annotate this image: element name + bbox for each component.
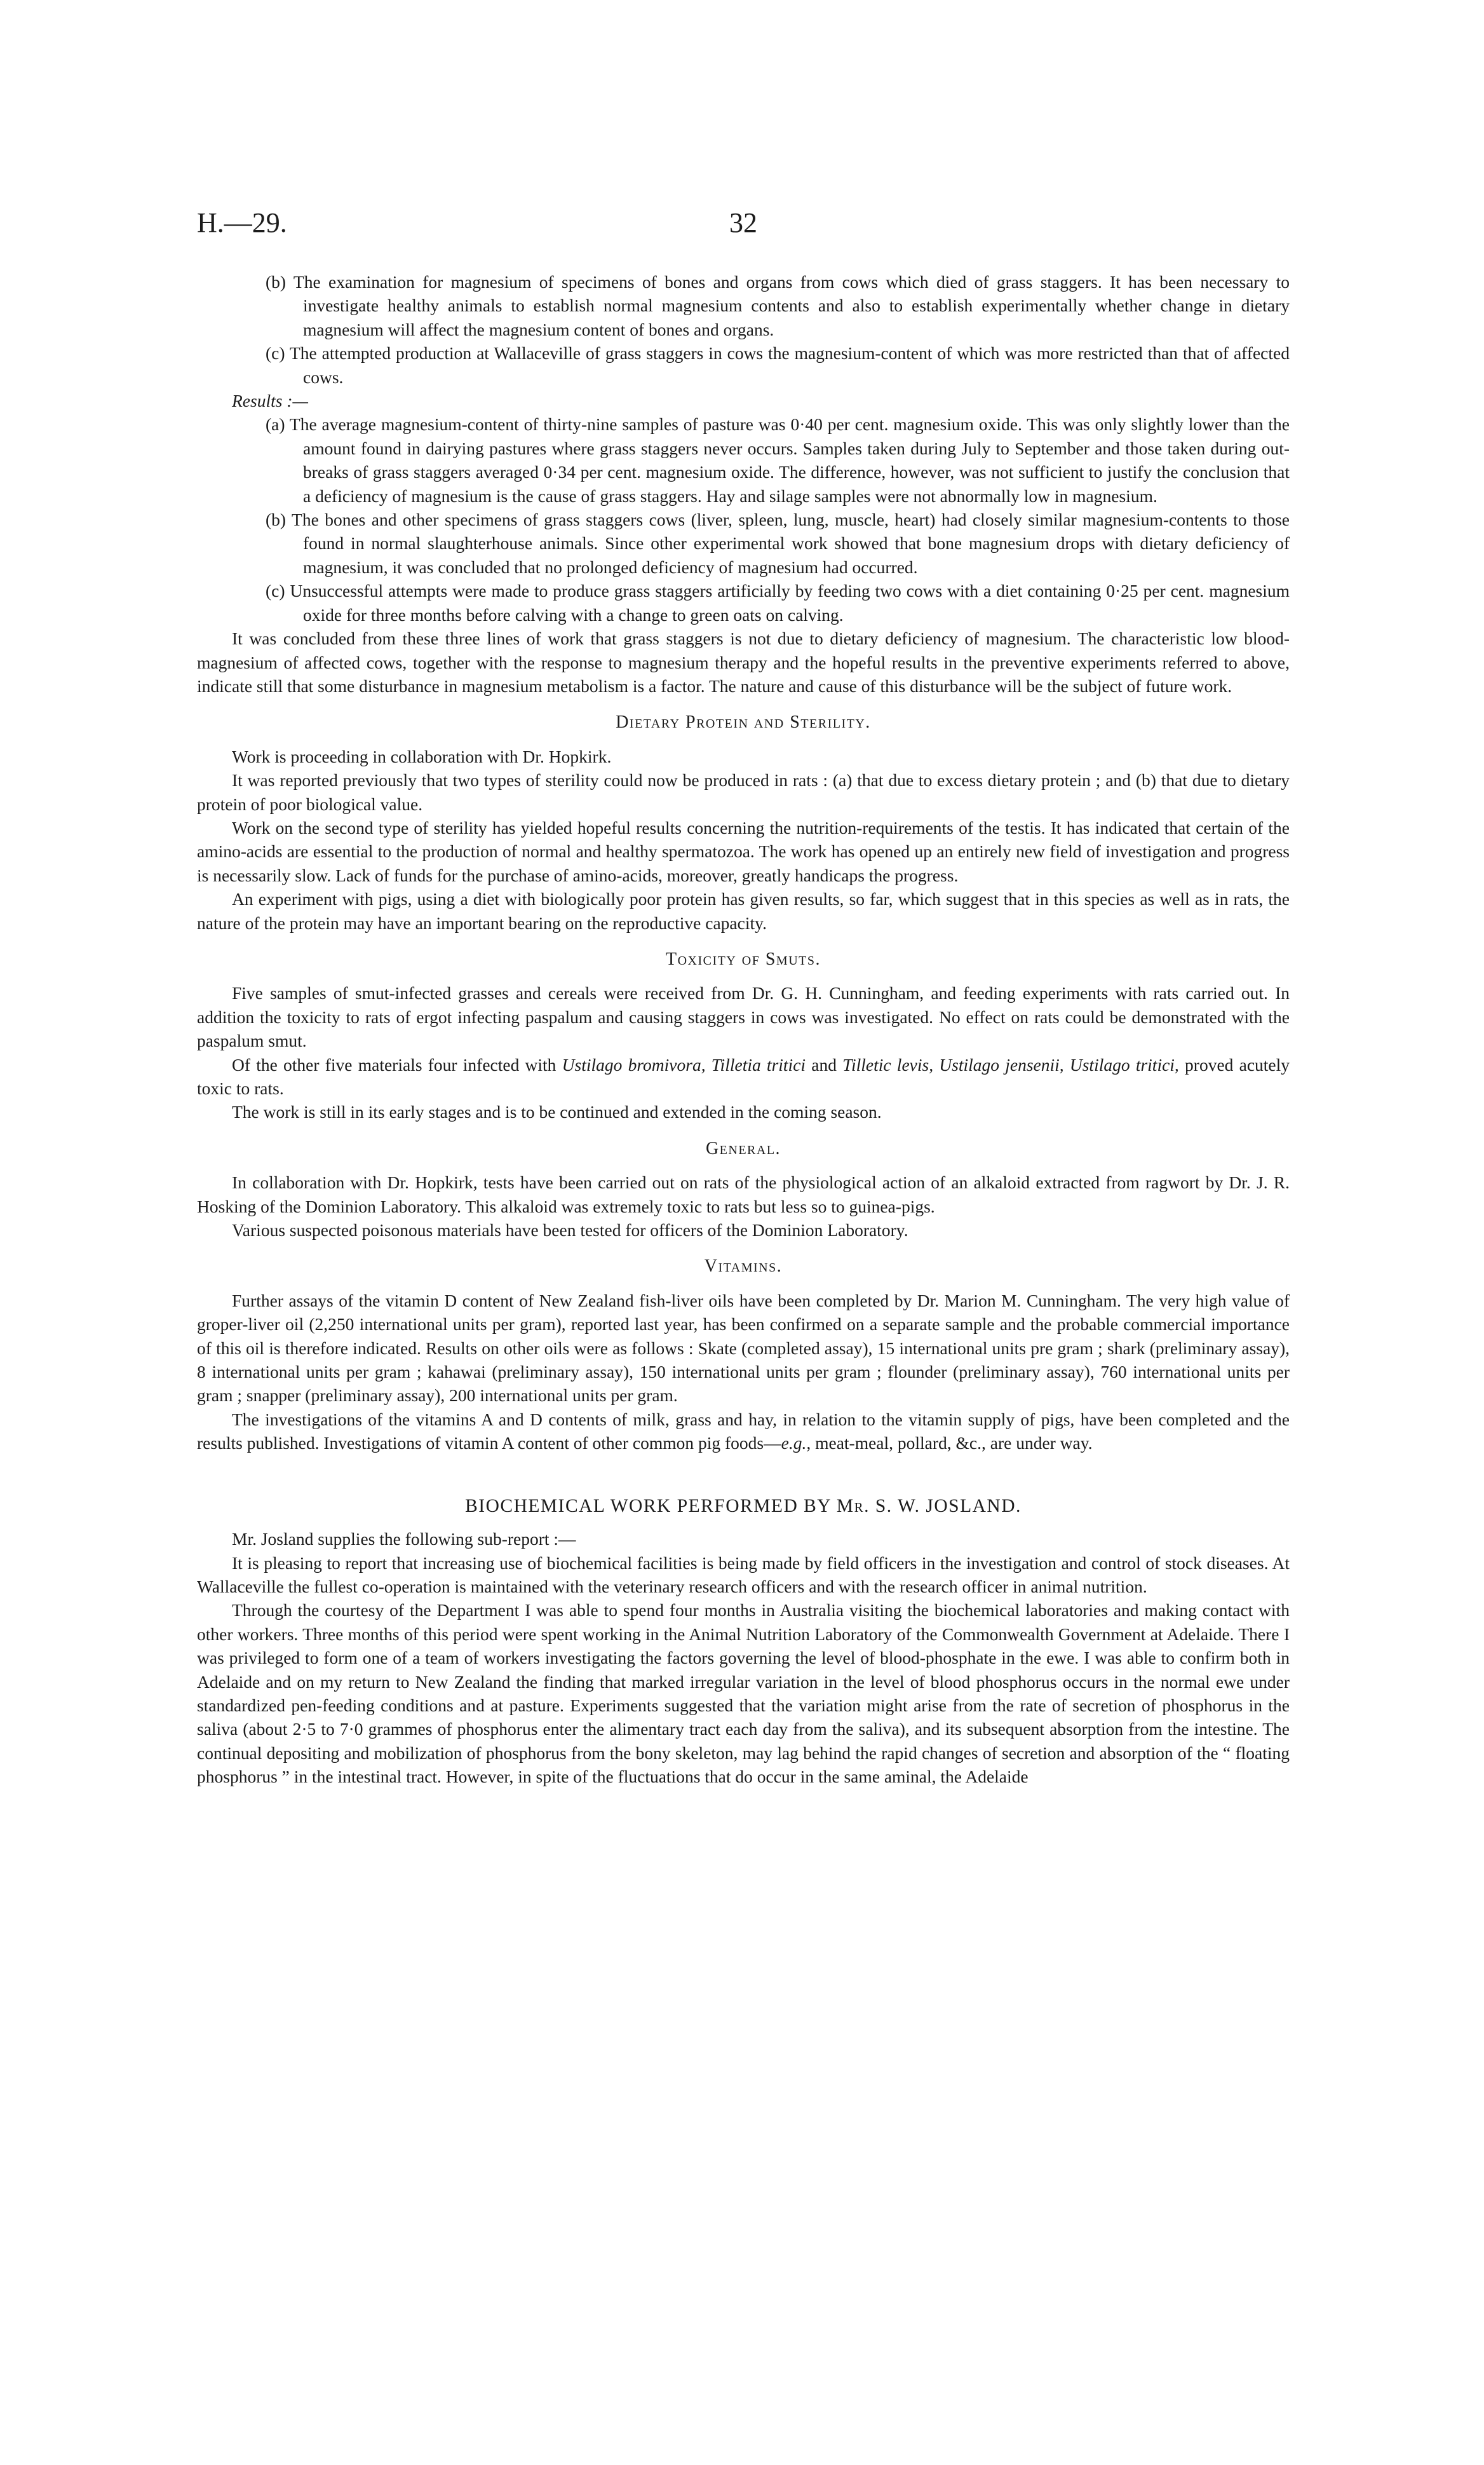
paragraph: Various suspected poisonous materials have been tested for officers of the Dominion Laboratory. [232, 1220, 908, 1240]
text-run: The investigations of the vitamins A and D contents of milk, grass and hay, in relation to the vitamin supply of pigs, have been completed and the results published. Investigations of vitamin A content of other common pig foods— [197, 1409, 1290, 1453]
paragraph-species [197, 1053, 1290, 1101]
result-item-a [197, 412, 1290, 508]
paragraph: Five samples of smut-infected grasses and cereals were received from Dr. G. H. Cunningham, and feeding experiments with rats carried out. In addition the toxicity to rats of ergot infecting paspalum and causing staggers in cows was investigated. No effect on rats could be demonstrated with the paspalum smut. [197, 983, 1290, 1051]
paragraph: Further assays of the vitamin D content of New Zealand fish-liver oils have been completed by Dr. Marion M. Cunningham. The very high value of groper-liver oil (2,250 international units per gram), reported last year, has been confirmed on a separate sample and the probable commercial importance of this oil is therefore indicated. Results on other oils were as follows : Skate (completed assay), 15 international units pre gram ; shark (preliminary assay), 8 international units per gram ; kahawai (preliminary assay), 150 international units per gram ; flounder (preliminary assay), 760 international units per gram ; snapper (preliminary assay), 200 international units per gram. [197, 1290, 1290, 1406]
item-text: The bones and other specimens of grass staggers cows (liver, spleen, lung, muscle, heart) had closely similar magnesium-contents to those found in normal slaughterhouse animals. Since other experimental work showed that bone magnesium drops with dietary deficiency of magnesium, it was concluded that no prolonged deficiency of magnesium had occurred. [292, 510, 1290, 577]
section-heading-toxicity: Toxicity of Smuts. [665, 949, 821, 969]
abbreviation: e.g., [781, 1433, 811, 1453]
item-text: The average magnesium-content of thirty-nine samples of pasture was 0·40 per cent. magnesium oxide. This was only slightly lower than the amount found in dairying pastures where grass staggers never occurs. Samples taken during July to September and those taken during out-breaks of grass staggers averaged 0·34 per cent. magnesium oxide. The difference, however, was not sufficient to justify the conclusion that a deficiency of magnesium is the cause of grass staggers. Hay and silage samples were not abnormally low in magnesium. [289, 414, 1290, 506]
paragraph-vitamins-investigation [197, 1408, 1290, 1455]
item-label: (c) [266, 581, 285, 601]
paragraph: Work on the second type of sterility has yielded hopeful results concerning the nutrition-requirements of the testis. It has indicated that certain of the amino-acids are essential to the production of normal and healthy spermatozoa. The work has opened up an entirely new field of investigation and progress is necessarily slow. Lack of funds for the purchase of amino-acids, moreover, greatly handicaps the progress. [197, 817, 1290, 885]
document-body [197, 270, 1290, 1789]
paragraph: Mr. Josland supplies the following sub-report :— [232, 1529, 576, 1549]
paragraph: Work is proceeding in collaboration with Dr. Hopkirk. [232, 746, 612, 766]
results-label: Results :— [232, 391, 308, 411]
page-number: 32 [729, 207, 757, 238]
result-item-c [197, 579, 1290, 627]
item-label: (c) [266, 343, 285, 363]
paragraph: The work is still in its early stages and is to be continued and extended in the coming season. [232, 1102, 882, 1122]
intro-item-b [197, 270, 1290, 341]
species-names: Ustilago bromivora, Tilletia tritici [562, 1054, 806, 1075]
paragraph: It was reported previously that two types of sterility could now be produced in rats : (a) that due to excess dietary protein ; and (b) that due to dietary protein of poor biological value. [197, 770, 1290, 814]
item-label: (b) [266, 272, 287, 292]
item-text: The examination for magnesium of specimens of bones and organs from cows which died of grass staggers. It has been necessary to investigate healthy animals to establish normal magnesium contents and also to establish experimentally whether change in dietary magnesium will affect the magnesium content of bones and organs. [293, 272, 1290, 339]
paragraph: It is pleasing to report that increasing use of biochemical facilities is being made by field officers in the investigation and control of stock diseases. At Wallaceville the fullest co-operation is maintained with the veterinary research officers and with the research officer in animal nutrition. [197, 1552, 1290, 1596]
section-heading-dietary-protein: Dietary Protein and Sterility. [616, 712, 871, 733]
heading-text: BIOCHEMICAL WORK PERFORMED BY [465, 1495, 832, 1516]
report-reference: H.—29. [197, 207, 287, 238]
text-run: Of the other five materials four infected with [232, 1054, 556, 1075]
heading-name: Mr. S. W. JOSLAND. [836, 1495, 1022, 1516]
intro-item-c [197, 341, 1290, 389]
item-label: (b) [266, 510, 287, 530]
item-label: (a) [266, 414, 285, 435]
result-item-b [197, 508, 1290, 579]
item-text: Unsuccessful attempts were made to produce grass staggers artificially by feeding two cows with a diet containing 0·25 per cent. magnesium oxide for three months before calving with a change to green oats on calving. [290, 581, 1290, 625]
paragraph: An experiment with pigs, using a diet with biologically poor protein has given results, so far, which suggest that in this species as well as in rats, the nature of the protein may have an important bearing on the reproductive capacity. [197, 889, 1290, 933]
paragraph: In collaboration with Dr. Hopkirk, tests have been carried out on rats of the physiological action of an alkaloid extracted from ragwort by Dr. J. R. Hosking of the Dominion Laboratory. This alkaloid was extremely toxic to rats but less so to guinea-pigs. [197, 1172, 1290, 1216]
section-heading-vitamins: Vitamins. [704, 1256, 783, 1277]
results-conclusion: It was concluded from these three lines of work that grass staggers is not due to dietary deficiency of magnesium. The characteristic low blood-magnesium of affected cows, together with the response to magnesium therapy and the hopeful results in the preventive experiments referred to above, indicate still that some disturbance in magnesium metabolism is a factor. The nature and cause of this disturbance will be the subject of future work. [197, 628, 1290, 696]
paragraph: Through the courtesy of the Department I was able to spend four months in Australia visiting the biochemical laboratories and making contact with other workers. Three months of this period were spent working in the Animal Nutrition Laboratory of the Commonwealth Government at Adelaide. There I was privileged to form one of a team of workers investigating the factors governing the level of blood-phosphate in the ewe. I was able to confirm both in Adelaide and on my return to New Zealand the finding that marked irregular variation in the level of blood phosphorus occurs in the normal ewe under standardized pen-feeding conditions and at pasture. Experiments suggested that the variation might arise from the rate of secretion of phosphorus in the saliva (about 2·5 to 7·0 grammes of phosphorus enter the alimentary tract each day from the saliva), and its subsequent absorption from the intestine. The continual depositing and mobilization of phosphorus from the bony skeleton, may lag behind the rapid changes of secretion and absorption of the “ floating phosphorus ” in the intestinal tract. However, in spite of the fluctuations that do occur in the same aminal, the Adelaide [197, 1600, 1290, 1787]
species-names: Tilletic levis, Ustilago jensenii, Ustilago tritici, [842, 1054, 1179, 1075]
text-run: meat-meal, pollard, &c., are under way. [815, 1433, 1093, 1453]
section-heading-general: General. [705, 1138, 781, 1158]
text-run: and [811, 1054, 837, 1075]
text-run: proved acutely toxic to rats. [197, 1054, 1290, 1098]
item-text: The attempted production at Wallaceville of grass staggers in cows the magnesium-content of which was more restricted than that of affected cows. [289, 343, 1290, 387]
section-heading-biochemical [197, 1495, 1290, 1518]
